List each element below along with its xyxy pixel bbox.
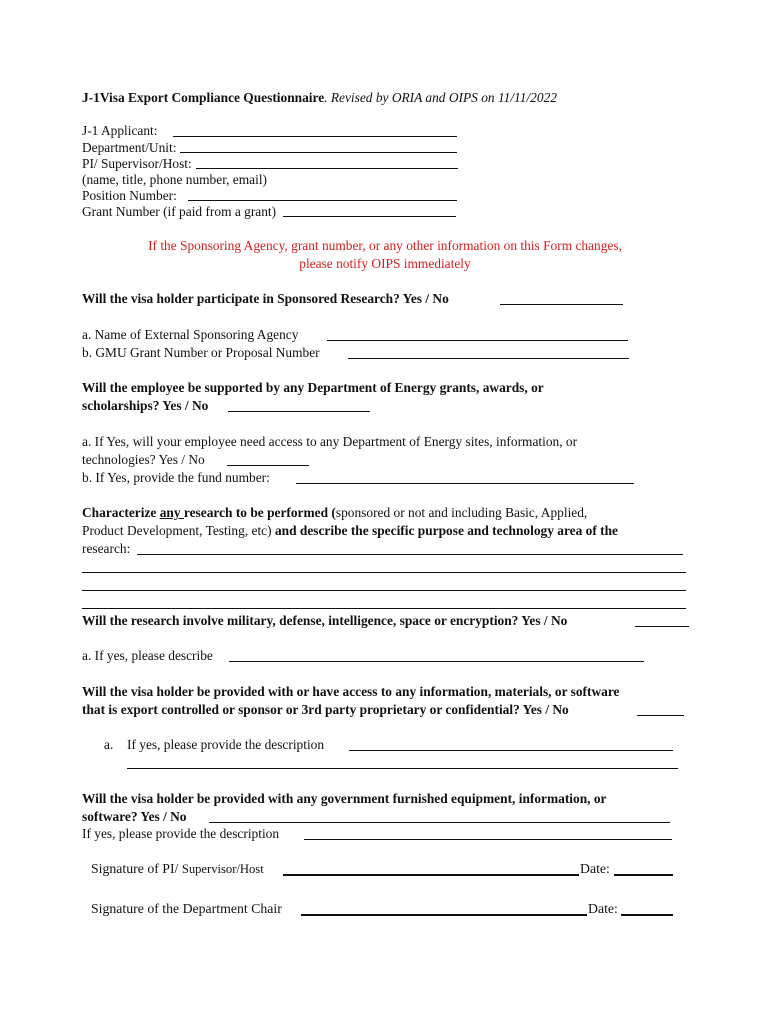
pi-signature-label-role: Supervisor/Host (181, 862, 264, 876)
q3-answer-line-3[interactable] (82, 590, 686, 591)
pi-date-label: Date: (580, 861, 610, 876)
pi-signature-label (91, 860, 264, 878)
q1-question: Will the visa holder participate in Sponsored Research? Yes / No (82, 291, 449, 306)
supervisor-hint: (name, title, phone number, email) (82, 172, 268, 187)
q3-answer-line-1[interactable] (137, 554, 683, 555)
supervisor-label: PI/ Supervisor/Host: (82, 156, 192, 171)
q3-bold-mid: research to be performed ( (183, 505, 336, 520)
q4-a-line[interactable] (229, 661, 644, 662)
q3-line-2 (82, 522, 618, 539)
q2-a-answer-line[interactable] (227, 465, 309, 466)
q3-normal: sponsored or not and including Basic, Applied, (335, 505, 588, 520)
chair-signature-line[interactable] (301, 914, 587, 916)
q3-research-label: research: (82, 541, 131, 556)
q1-a-label: a. Name of External Sponsoring Agency (82, 327, 299, 342)
q5-a-marker: a. (104, 737, 114, 752)
q6-question-line-2: software? Yes / No (82, 809, 187, 824)
q5-question-line-1: Will the visa holder be provided with or have access to any information, materials, or software (82, 684, 620, 699)
q2-a-line-2: technologies? Yes / No (82, 452, 205, 467)
q6-answer-line[interactable] (209, 822, 670, 823)
q1-a-line[interactable] (327, 340, 628, 341)
q6-description-label: If yes, please provide the description (82, 826, 280, 841)
q3-line2-bold: and describe the specific purpose and technology area of the (274, 523, 619, 538)
position-label: Position Number: (82, 188, 177, 203)
grant-label: Grant Number (if paid from a grant) (82, 204, 277, 219)
q3-line2-normal: Product Development, Testing, etc) (82, 523, 275, 538)
document-header (82, 89, 557, 106)
q2-question-line-2: scholarships? Yes / No (82, 398, 209, 413)
document-title: J-1Visa Export Compliance Questionnaire (82, 90, 325, 105)
q5-answer-line[interactable] (637, 715, 684, 716)
q4-answer-line[interactable] (635, 626, 689, 627)
q5-a-line-2[interactable] (127, 768, 678, 769)
q2-question-line-1: Will the employee be supported by any Department of Energy grants, awards, or (82, 380, 544, 395)
department-line[interactable] (180, 152, 457, 153)
applicant-label: J-1 Applicant: (82, 123, 158, 138)
applicant-line[interactable] (173, 136, 457, 137)
position-line[interactable] (188, 200, 457, 201)
supervisor-line[interactable] (196, 168, 458, 169)
q6-question-line-1: Will the visa holder be provided with any government furnished equipment, information, or (82, 791, 607, 806)
pi-signature-line[interactable] (283, 874, 579, 876)
q2-a-line-1: a. If Yes, will your employee need access to any Department of Energy sites, information, or (82, 434, 578, 449)
notice-line-1: If the Sponsoring Agency, grant number, or any other information on this Form changes, (148, 238, 622, 253)
chair-signature-label: Signature of the Department Chair (91, 901, 282, 916)
q3-answer-line-4[interactable] (82, 608, 686, 609)
department-label: Department/Unit: (82, 140, 177, 155)
grant-line[interactable] (283, 216, 456, 217)
q4-question: Will the research involve military, defense, intelligence, space or encryption? Yes / No (82, 613, 568, 628)
q4-a-label: a. If yes, please describe (82, 648, 213, 663)
q3-any-emphasis: any (159, 505, 184, 520)
q1-b-label: b. GMU Grant Number or Proposal Number (82, 345, 320, 360)
q5-a-line[interactable] (349, 750, 673, 751)
notice-line-2: please notify OIPS immediately (299, 256, 471, 271)
q1-answer-line[interactable] (500, 304, 623, 305)
chair-date-label: Date: (588, 901, 618, 916)
q1-b-line[interactable] (348, 358, 629, 359)
q2-b-line[interactable] (296, 483, 634, 484)
chair-date-line[interactable] (621, 914, 673, 916)
q5-a-label: If yes, please provide the description (127, 737, 325, 752)
q5-question-line-2: that is export controlled or sponsor or 3rd party proprietary or confidential? Yes / No (82, 702, 569, 717)
revision-note: . Revised by ORIA and OIPS on 11/11/2022 (324, 90, 557, 105)
q3-answer-line-2[interactable] (82, 572, 686, 573)
q3-bold-start: Characterize (82, 505, 160, 520)
q6-description-line[interactable] (304, 839, 672, 840)
pi-signature-label-main: Signature of PI/ (91, 861, 182, 876)
q2-answer-line[interactable] (228, 411, 370, 412)
pi-date-line[interactable] (614, 874, 673, 876)
q3-line-1 (82, 504, 587, 521)
q2-b-label: b. If Yes, provide the fund number: (82, 470, 270, 485)
